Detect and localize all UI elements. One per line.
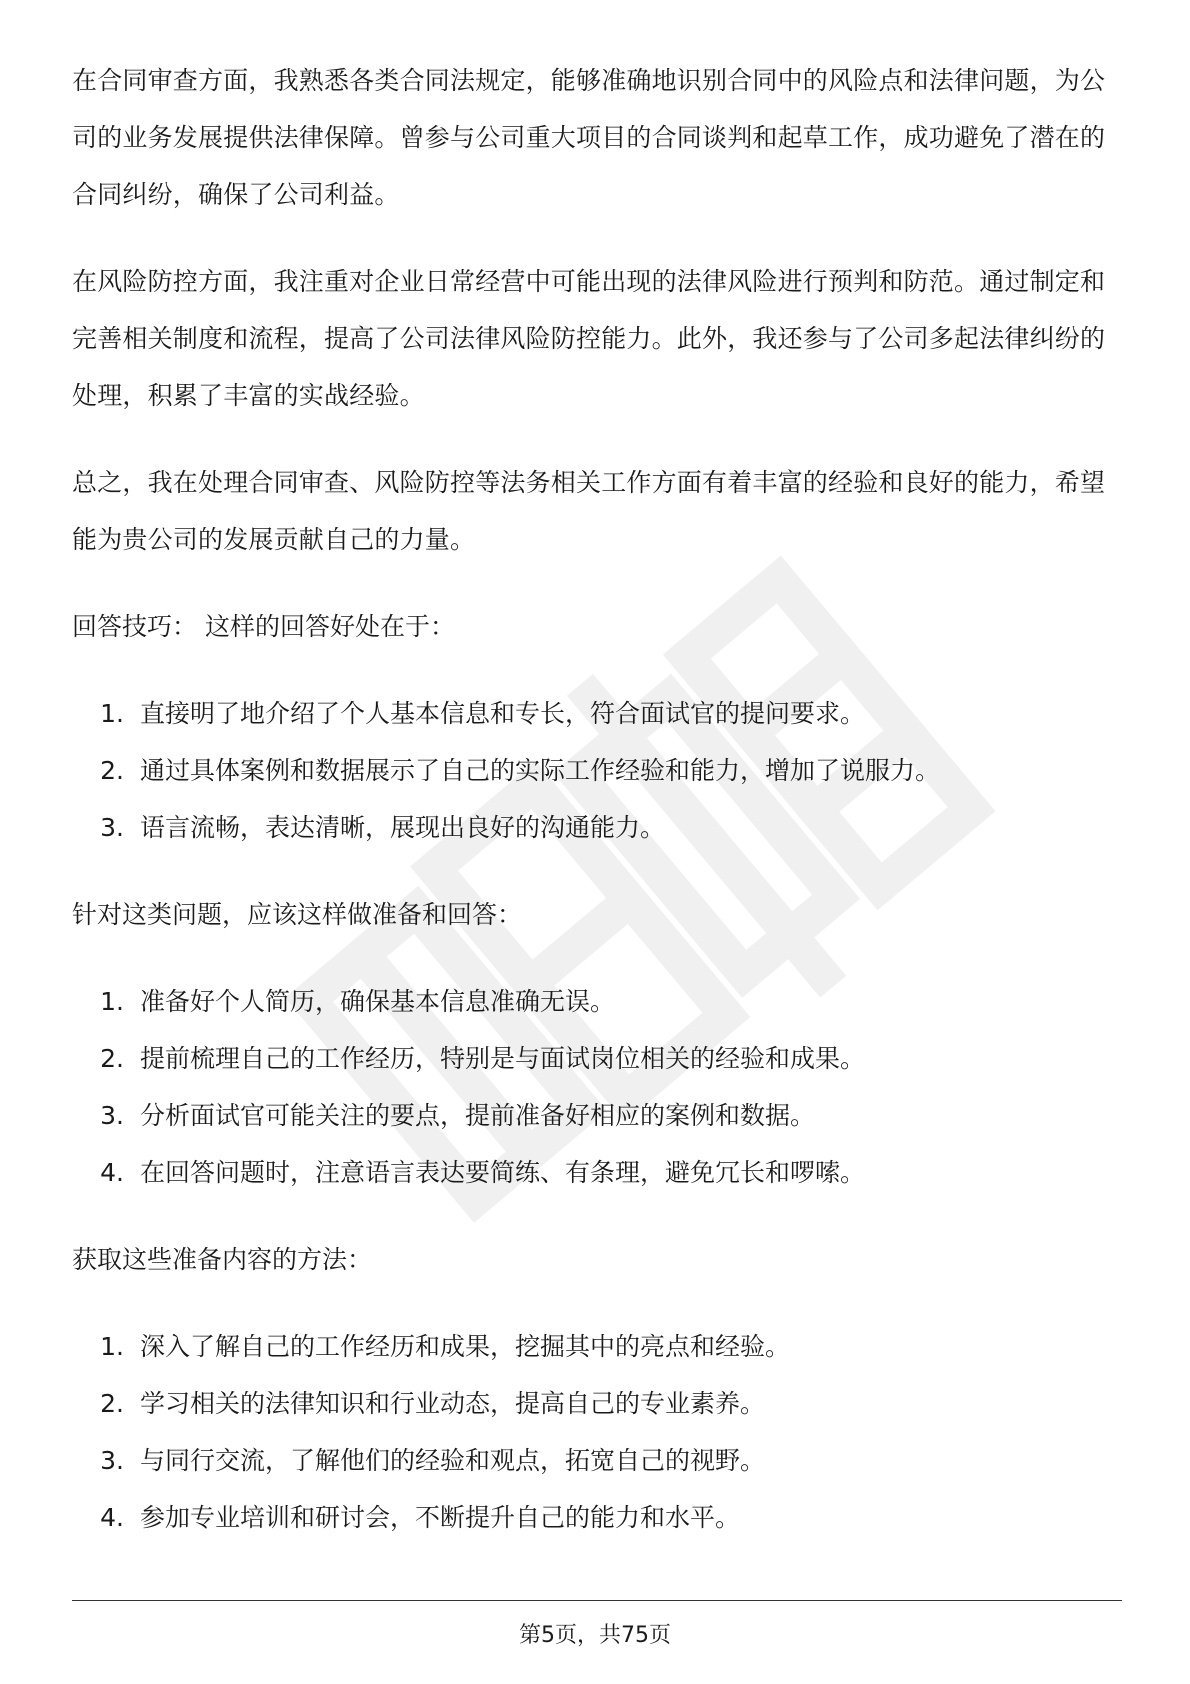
list-item-text: 准备好个人简历，确保基本信息准确无误。 — [140, 987, 616, 1016]
prepare-heading: 针对这类问题，应该这样做准备和回答： — [72, 900, 523, 929]
list-item-text: 通过具体案例和数据展示了自己的实际工作经验和能力，增加了说服力。 — [140, 756, 941, 785]
paragraph-risk-control: 在风险防控方面，我注重对企业日常经营中可能出现的法律风险进行预判和防范。通过制定和完善相关制度和流程，提高了公司法律风险防控能力。此外，我还参与了公司多起法律纠纷的处理，积累了丰富的实战经验。 — [72, 267, 1106, 410]
list-item — [72, 1318, 1122, 1375]
list-item — [72, 1375, 1122, 1432]
list-item-text: 学习相关的法律知识和行业动态，提高自己的专业素养。 — [140, 1389, 766, 1418]
list-item-text: 参加专业培训和研讨会，不断提升自己的能力和水平。 — [140, 1503, 741, 1532]
list-item-number: 2. — [100, 1389, 124, 1418]
list-item-number: 2. — [100, 1044, 124, 1073]
list-item-number: 1. — [100, 987, 124, 1016]
tips-heading: 回答技巧： 这样的回答好处在于： — [72, 612, 455, 641]
list-item — [72, 1087, 1122, 1144]
list-item-number: 2. — [100, 756, 124, 785]
list-item-number: 4. — [100, 1158, 124, 1187]
list-item — [72, 1489, 1122, 1546]
list-item-text: 深入了解自己的工作经历和成果，挖掘其中的亮点和经验。 — [140, 1332, 791, 1361]
paragraph-contract-review: 在合同审查方面，我熟悉各类合同法规定，能够准确地识别合同中的风险点和法律问题，为公司的业务发展提供法律保障。曾参与公司重大项目的合同谈判和起草工作，成功避免了潜在的合同纠纷，确保了公司利益。 — [72, 66, 1106, 209]
list-item-text: 语言流畅，表达清晰，展现出良好的沟通能力。 — [140, 813, 666, 842]
document-body — [72, 52, 1122, 1576]
methods-heading: 获取这些准备内容的方法： — [72, 1245, 373, 1274]
page-number: 第5页，共75页 — [519, 1623, 671, 1648]
list-item — [72, 1144, 1122, 1201]
list-item-number: 3. — [100, 813, 124, 842]
list-item-text: 在回答问题时，注意语言表达要简练、有条理，避免冗长和啰嗦。 — [140, 1158, 866, 1187]
list-item — [72, 1030, 1122, 1087]
list-item — [72, 1432, 1122, 1489]
methods-list — [72, 1318, 1122, 1546]
paragraph-summary: 总之，我在处理合同审查、风险防控等法务相关工作方面有着丰富的经验和良好的能力，希望能为贵公司的发展贡献自己的力量。 — [72, 468, 1106, 554]
footer-divider — [72, 1600, 1122, 1601]
list-item — [72, 685, 1122, 742]
list-item-text: 分析面试官可能关注的要点，提前准备好相应的案例和数据。 — [140, 1101, 816, 1130]
list-item-text: 提前梳理自己的工作经历，特别是与面试岗位相关的经验和成果。 — [140, 1044, 866, 1073]
list-item-text: 直接明了地介绍了个人基本信息和专长，符合面试官的提问要求。 — [140, 699, 866, 728]
tips-list — [72, 685, 1122, 856]
list-item-number: 3. — [100, 1446, 124, 1475]
list-item-number: 4. — [100, 1503, 124, 1532]
list-item — [72, 973, 1122, 1030]
list-item-number: 1. — [100, 1332, 124, 1361]
list-item-number: 3. — [100, 1101, 124, 1130]
list-item — [72, 742, 1122, 799]
prepare-list — [72, 973, 1122, 1201]
list-item-number: 1. — [100, 699, 124, 728]
list-item-text: 与同行交流，了解他们的经验和观点，拓宽自己的视野。 — [140, 1446, 766, 1475]
list-item — [72, 799, 1122, 856]
